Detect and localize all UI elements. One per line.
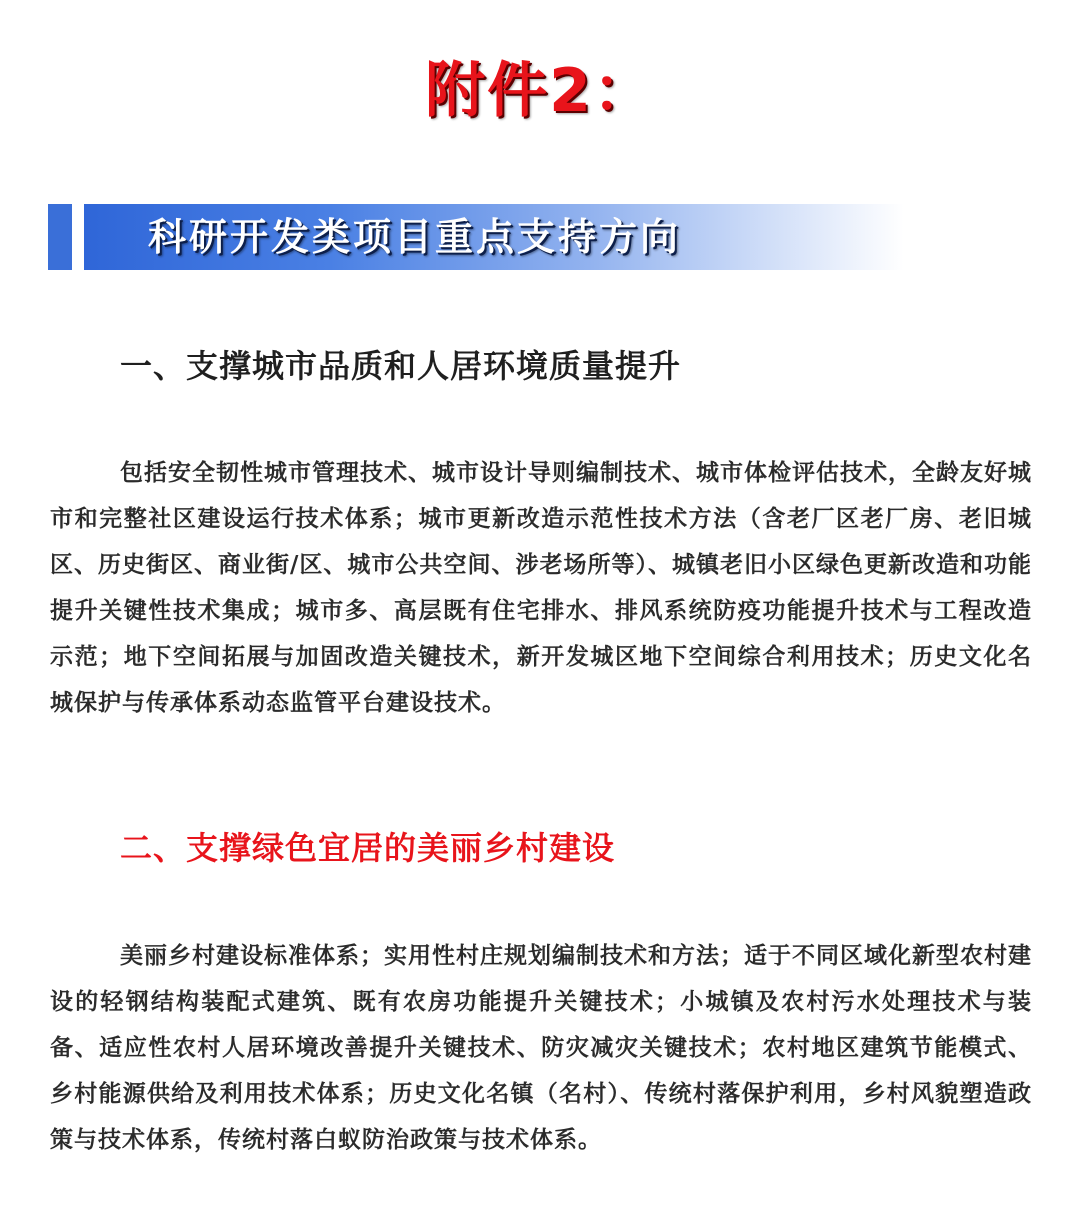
section-heading-urban-quality: 一、支撑城市品质和人居环境质量提升 [120, 347, 682, 385]
banner-accent-bar [48, 204, 72, 270]
banner-title: 科研开发类项目重点支持方向 [148, 215, 682, 259]
attachment-title: 附件2： [425, 56, 655, 126]
section-heading-rural-construction: 二、支撑绿色宜居的美丽乡村建设 [120, 829, 616, 867]
section-body-rural-construction: 美丽乡村建设标准体系；实用性村庄规划编制技术和方法；适于不同区域化新型农村建设的轻钢结构装配式建筑、既有农房功能提升关键技术；小城镇及农村污水处理技术与装备、适应性农村人居环境改善提升关键技术、防灾减灾关键技术；农村地区建筑节能模式、乡村能源供给及利用技术体系；历史文化名镇（名村）、传统村落保护利用，乡村风貌塑造政策与技术体系，传统村落白蚁防治政策与技术体系。 [50, 942, 1032, 1153]
section-body-urban-quality: 包括安全韧性城市管理技术、城市设计导则编制技术、城市体检评估技术，全龄友好城市和完整社区建设运行技术体系；城市更新改造示范性技术方法（含老厂区老厂房、老旧城区、历史街区、商业街/区、城市公共空间、涉老场所等）、城镇老旧小区绿色更新改造和功能提升关键性技术集成；城市多、高层既有住宅排水、排风系统防疫功能提升技术与工程改造示范；地下空间拓展与加固改造关键技术，新开发城区地下空间综合利用技术；历史文化名城保护与传承体系动态监管平台建设技术。 [50, 459, 1032, 716]
